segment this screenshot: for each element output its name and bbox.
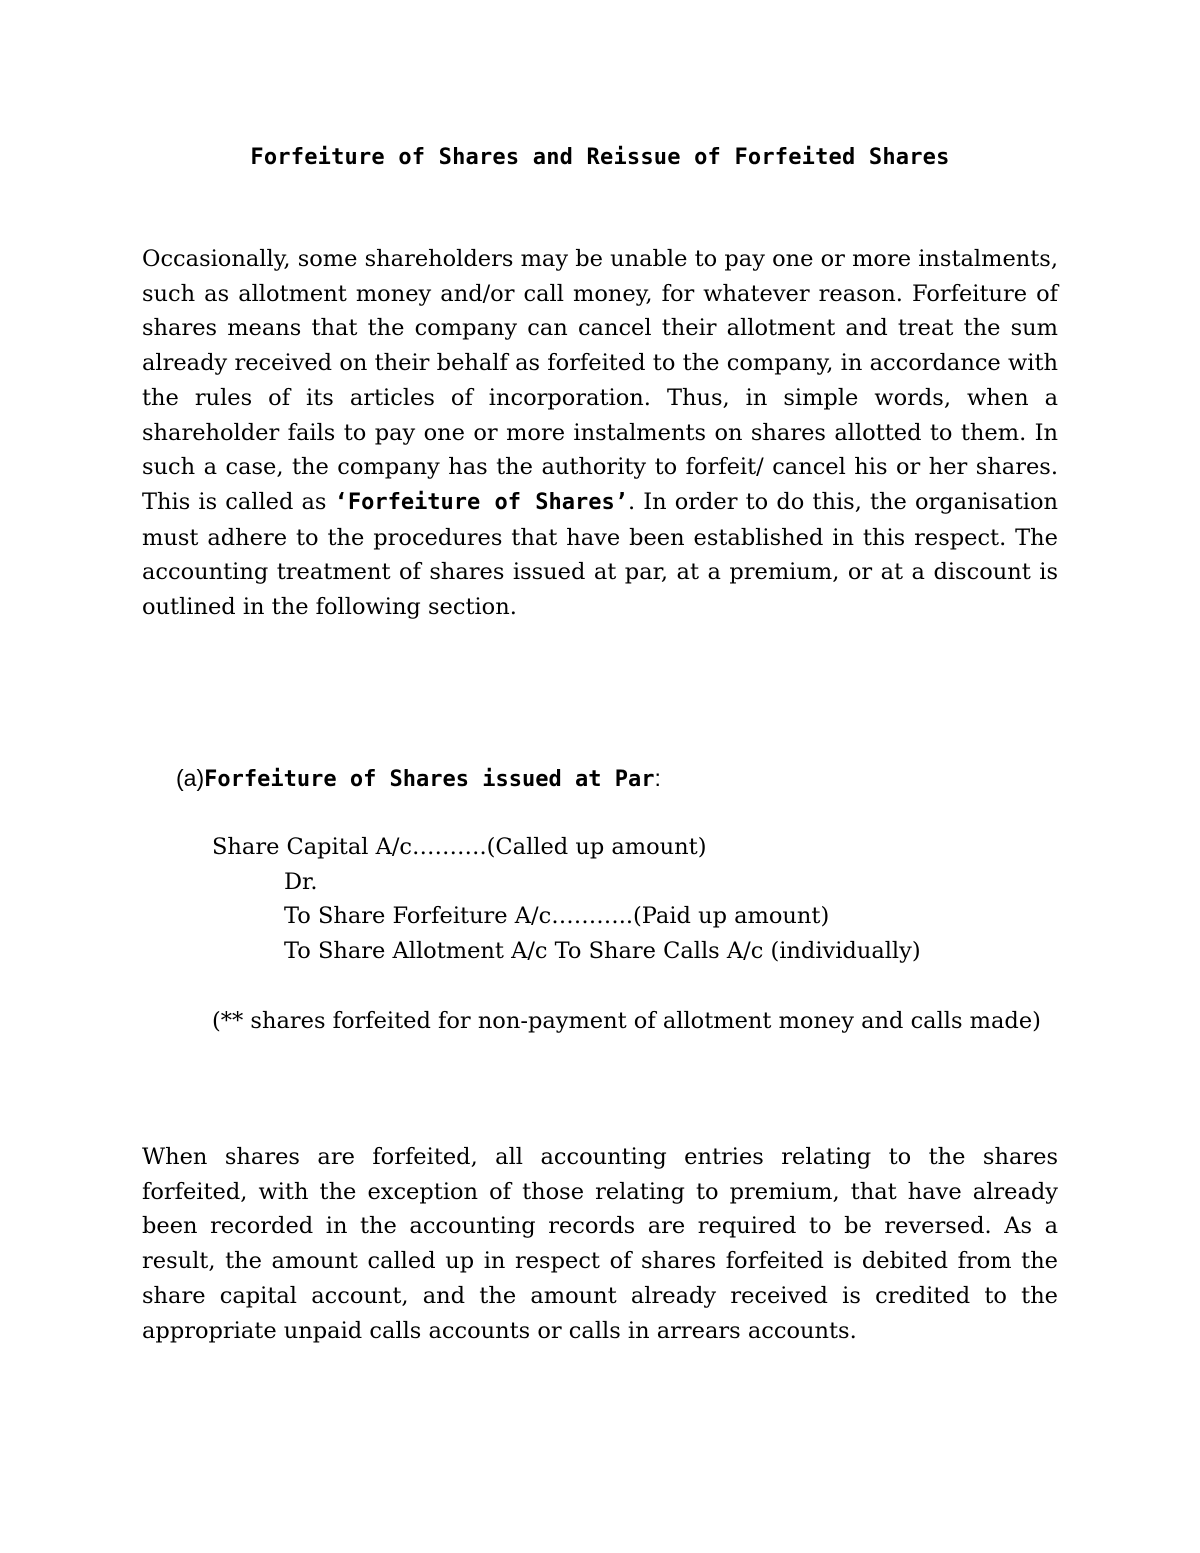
- section-a-colon: :: [654, 765, 661, 791]
- intro-bold-term: ‘Forfeiture of Shares’: [334, 489, 628, 515]
- journal-entry-line-1: Share Capital A/c……….(Called up amount): [212, 834, 707, 860]
- journal-entry-line-2: Dr.: [284, 869, 318, 895]
- intro-paragraph: [142, 242, 1058, 625]
- intro-text-start: Occasionally, some shareholders may be unable to pay one or more instalments, such as allotment money and/or call money, for whatever reason. Forfeiture of shares means that the company can cancel their allotment and treat the sum already received on their behalf as forfeited to the company, in accordance with the rules of its articles of incorporation. Thus, in simple words, when a shareholder fails to pay one or more instalments on shares allotted to them. In such a case, the company has the authority to forfeit/ cancel his or her shares. This is called as: [142, 246, 1058, 515]
- section-a-heading-text: Forfeiture of Shares issued at Par: [204, 767, 655, 792]
- section-a-heading: [176, 760, 661, 798]
- section-a-label: (a): [176, 765, 205, 791]
- document-title: Forfeiture of Shares and Reissue of Forfeited Shares: [250, 145, 950, 170]
- intro-text-end: . In order to do this, the organisation must adhere to the procedures that have been established in this respect. The accounting treatment of shares issued at par, at a premium, or at a discount is outlined in the following section.: [142, 488, 1058, 621]
- closing-paragraph: When shares are forfeited, all accounting entries relating to the shares forfeited, with the exception of those relating to premium, that have already been recorded in the accounting records are required to be reversed. As a result, the amount called up in respect of shares forfeited is debited from the share capital account, and the amount already received is credited to the appropriate unpaid calls accounts or calls in arrears accounts.: [142, 1144, 1058, 1344]
- journal-entry-line-4: To Share Allotment A/c To Share Calls A/c (individually): [284, 938, 921, 964]
- journal-entry-note: (** shares forfeited for non-payment of allotment money and calls made): [212, 1008, 1041, 1034]
- journal-entry-line-3: To Share Forfeiture A/c………..(Paid up amount): [284, 903, 830, 929]
